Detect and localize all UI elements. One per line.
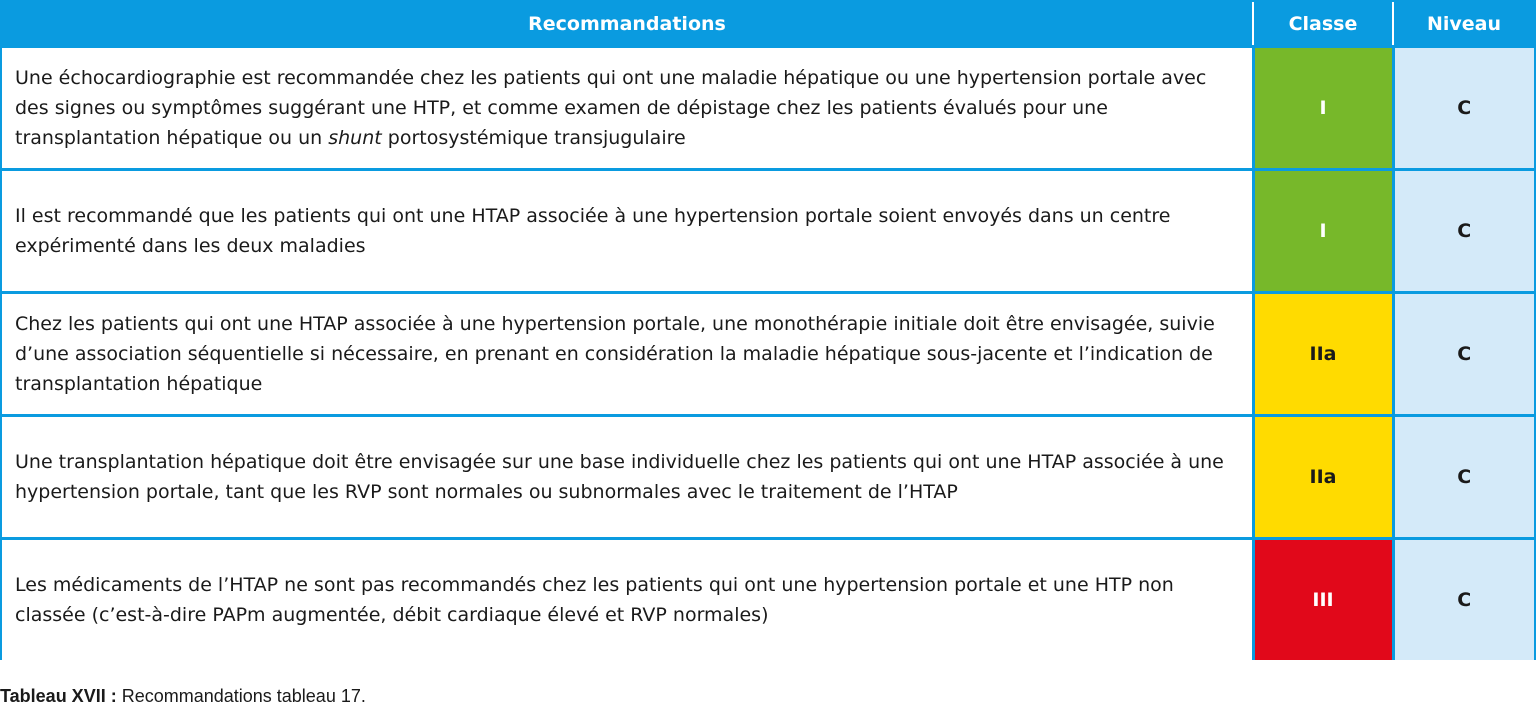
recommendation-text-main: Une échocardiographie est recommandée chez les patients qui ont une maladie hépatique ou une hypertension portale avec des signes ou symptômes suggérant une HTP, et comme examen de dépistage chez les patients évalués pour une transplantation hépatique ou un: [15, 67, 1207, 149]
recommendation-text-main: Chez les patients qui ont une HTAP associée à une hypertension portale, une monothérapie initiale doit être envisagée, suivie d’une association séquentielle si nécessaire, en prenant en considération la maladie hépatique sous-jacente et l’indication de transplantation hépatique: [15, 313, 1215, 395]
class-cell: I: [1253, 170, 1393, 293]
recommendation-text-italic: shunt: [328, 127, 382, 149]
recommendation-text-main: Il est recommandé que les patients qui ont une HTAP associée à une hypertension portale soient envoyés dans un centre expérimenté dans les deux maladies: [15, 205, 1171, 257]
recommendations-table: [2, 2, 1534, 660]
table-row: [2, 416, 1534, 539]
caption-text: Recommandations tableau 17.: [116, 686, 366, 706]
level-cell: C: [1393, 170, 1534, 293]
table-header-row: [2, 2, 1534, 47]
class-cell: IIa: [1253, 416, 1393, 539]
level-cell: C: [1393, 539, 1534, 661]
caption-label: Tableau XVII :: [0, 686, 117, 706]
recommendation-text-main: Les médicaments de l’HTAP ne sont pas recommandés chez les patients qui ont une hypertension portale et une HTP non classée (c’est-à-dire PAPm augmentée, débit cardiaque élevé et RVP normales): [15, 574, 1174, 626]
table-row: [2, 47, 1534, 170]
recommendation-text: [2, 293, 1253, 416]
table-row: [2, 293, 1534, 416]
recommendation-text: [2, 47, 1253, 170]
class-cell: IIa: [1253, 293, 1393, 416]
header-recommendations: Recommandations: [2, 2, 1253, 47]
header-level: Niveau: [1393, 2, 1534, 47]
table-row: [2, 539, 1534, 661]
recommendation-text: [2, 539, 1253, 661]
recommendation-text: [2, 170, 1253, 293]
recommendation-text-main: Une transplantation hépatique doit être envisagée sur une base individuelle chez les patients qui ont une HTAP associée à une hypertension portale, tant que les RVP sont normales ou subnormales avec le traitement de l’HTAP: [15, 451, 1224, 503]
table-caption: [0, 686, 366, 706]
recommendation-text: [2, 416, 1253, 539]
level-cell: C: [1393, 47, 1534, 170]
recommendation-text-end: portosystémique transjugulaire: [381, 127, 686, 149]
header-class: Classe: [1253, 2, 1393, 47]
class-cell: I: [1253, 47, 1393, 170]
level-cell: C: [1393, 293, 1534, 416]
class-cell: III: [1253, 539, 1393, 661]
table-row: [2, 170, 1534, 293]
level-cell: C: [1393, 416, 1534, 539]
